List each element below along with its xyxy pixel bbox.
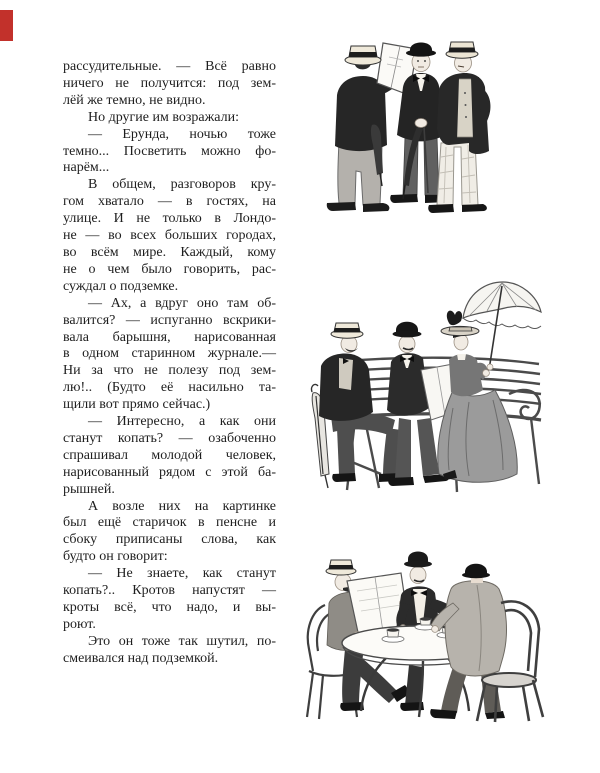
text-line: смеивался над подземкой. <box>63 650 219 666</box>
bench-scene-drawing <box>303 278 548 503</box>
text-line: спрашивал молодой человек, <box>63 447 276 463</box>
text-line: роют. <box>63 616 96 632</box>
text-line: будто он говорит: <box>63 549 168 565</box>
text-line: лёй же темно, не видно. <box>63 92 206 108</box>
text-line: в одном старинном журнале.— <box>63 346 276 362</box>
text-line: нарём... <box>63 160 110 176</box>
text-line: рассудительные. — Всё равно <box>63 59 276 74</box>
text-line: валится? — испуганно вскрики- <box>63 312 276 328</box>
bench-armrest <box>509 390 540 419</box>
text-column <box>63 59 276 668</box>
waistcoat <box>339 358 353 390</box>
text-line: — Интересно, а как они <box>88 414 276 430</box>
text-line: Ни за что не полезу под зем- <box>63 363 276 379</box>
text-line: Но другие им возражали: <box>88 109 239 125</box>
text-line: гом хватало — в гостях, на <box>63 194 276 210</box>
text-line: — Ерунда, ночью тоже <box>88 126 276 142</box>
text-line: вала барышня, нарисованная <box>63 329 276 345</box>
red-bookmark-tab <box>0 10 13 41</box>
text-line: — Ах, а вдруг оно там об- <box>88 295 276 311</box>
text-line: рышней. <box>63 481 115 497</box>
bowler-hat <box>406 43 436 57</box>
cafe-table-drawing <box>305 545 545 725</box>
bodice <box>449 354 483 396</box>
illustration-bench-scene <box>303 278 548 503</box>
text-line: копать?.. Кротов напустят — <box>63 583 276 599</box>
parasol <box>463 282 541 370</box>
text-line: В общем, разговоров кру- <box>88 177 276 193</box>
illustration-cafe-table <box>305 545 545 725</box>
text-line: сбоку приписаны слова, как <box>63 532 276 548</box>
text-line: улице. И не только в Лондо- <box>63 211 276 227</box>
text-line: был ещё старичок в пенсне и <box>63 515 276 531</box>
text-line: не — во всех больших городах, <box>63 228 276 244</box>
text-line: щили вот прямо сейчас.) <box>63 397 211 413</box>
text-line: ничего не получится: под зем- <box>63 75 276 91</box>
homburg-hat <box>404 552 432 568</box>
text-line: кроты всё, что надо, и вы- <box>63 600 276 615</box>
text-line: — Не знаете, как станут <box>88 566 276 582</box>
standing-gentlemen-drawing <box>325 33 555 233</box>
boater-hat <box>446 42 478 58</box>
bowler-hat <box>462 564 490 578</box>
boater-hat <box>326 560 356 575</box>
text-line: во всём мире. Каждый, кому <box>63 244 276 260</box>
text-line: суждал о подземке. <box>63 278 179 294</box>
text-line: Это он тоже так шутил, по- <box>88 633 276 649</box>
illustration-standing-gentlemen <box>325 33 555 233</box>
text-line: станут копать? — озабоченно <box>63 430 276 446</box>
text-line: лю!.. (Будто её насильно та- <box>63 380 276 396</box>
text-line: не о чем было говорить, рас- <box>63 261 276 277</box>
skirt <box>438 390 517 482</box>
boater-hat <box>331 323 363 338</box>
round-hat <box>393 322 422 338</box>
boater-hat <box>345 46 381 65</box>
text-line: нарисованный рядом с этой ба- <box>63 464 276 480</box>
text-line: А возле них на картинке <box>88 498 276 514</box>
text-line: темно... Посветить можно фо- <box>63 143 276 159</box>
